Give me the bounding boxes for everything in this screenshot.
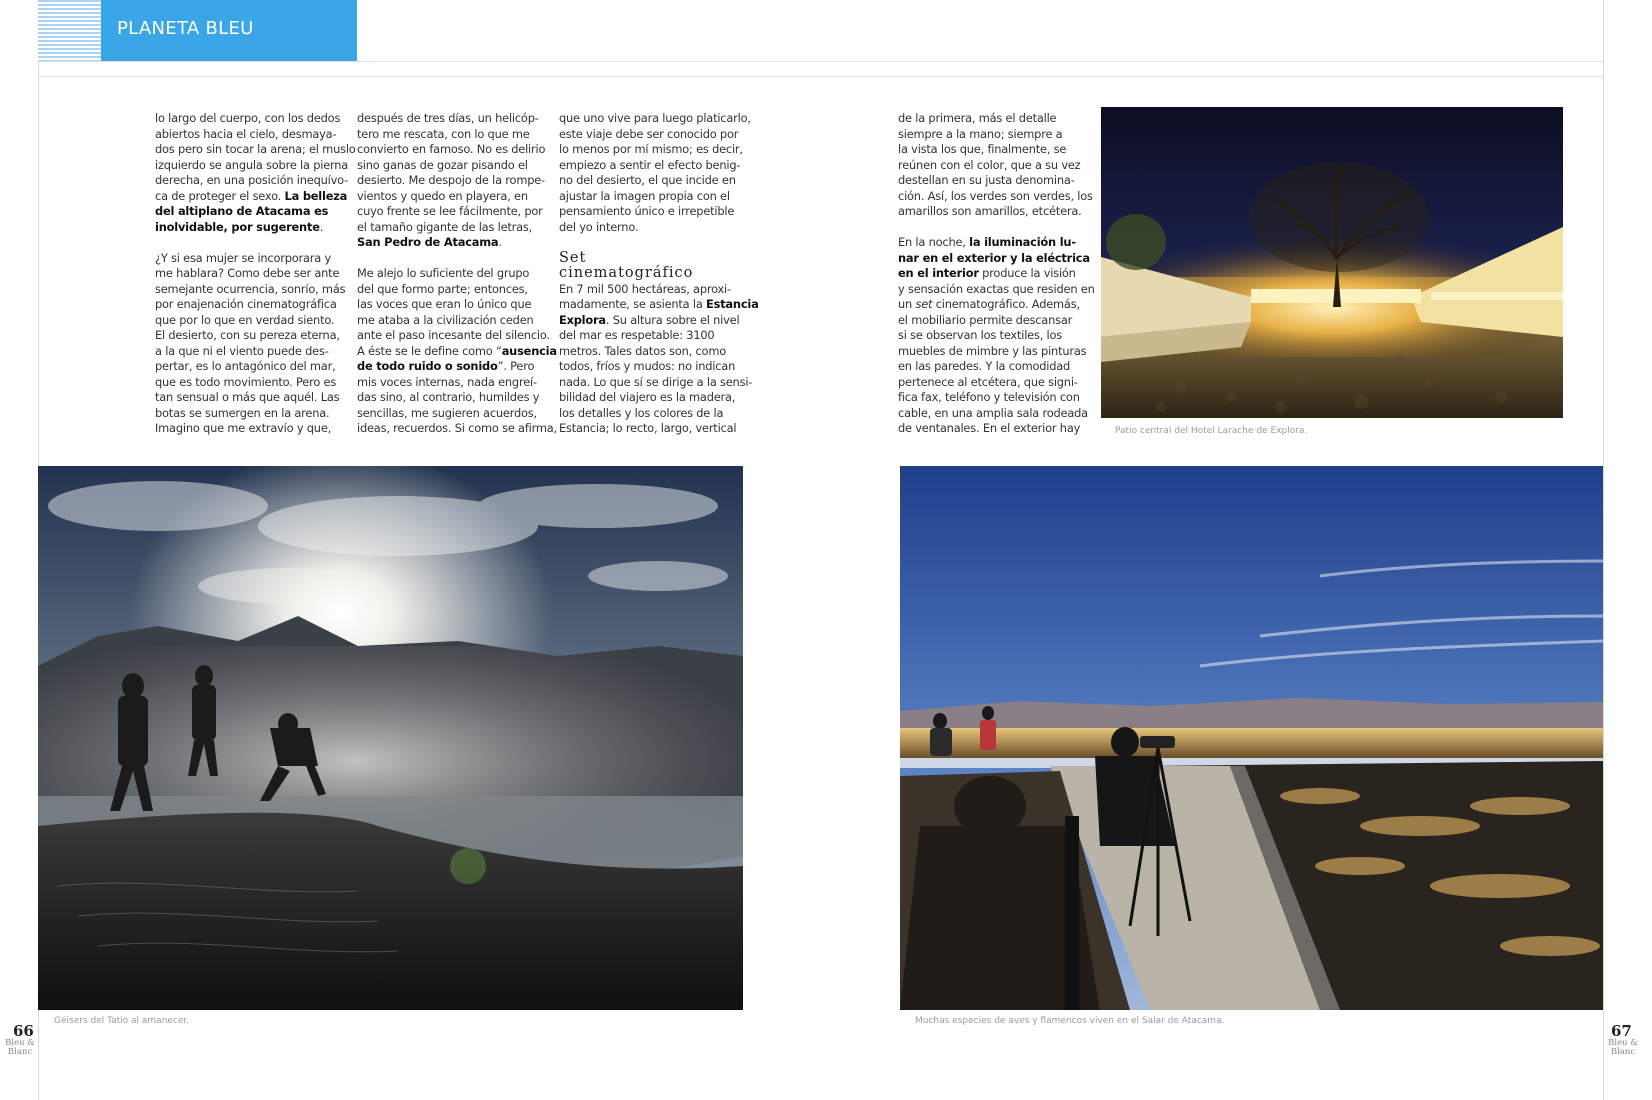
text-segment: mis voces internas, nada engreí-: [357, 374, 537, 389]
text-line: lo menos por mí mismo; es decir,: [559, 142, 743, 156]
text-segment: das sino, al contrario, humildes y: [357, 390, 540, 404]
text-segment: un: [898, 297, 916, 311]
text-line: [357, 390, 544, 406]
text-segment: cinematográfico. Además,: [932, 297, 1080, 311]
text-segment: Me alejo lo suficiente del grupo: [357, 266, 530, 280]
text-segment: de ventanales. En el exterior hay: [898, 421, 1081, 435]
text-line: pertar, es lo antagónico del mar,: [155, 359, 336, 373]
text-segment: sino ganas de gozar pisando el: [357, 157, 528, 172]
text-line: ¿Y si esa mujer se incorporara y: [155, 250, 332, 265]
text-line: [357, 235, 544, 251]
text-segment: nada. Lo que sí se dirige a la sensi-: [559, 374, 753, 389]
geysers-photo: [38, 466, 743, 1010]
text-segment: después de tres días, un helicóp-: [357, 111, 539, 125]
left-folio-mag-line1: Bleu &: [5, 1038, 35, 1048]
text-segment: desierto. Me despojo de la rompe-: [357, 173, 545, 187]
text-segment: ca de proteger el sexo.: [155, 188, 285, 203]
text-line: la vista los que, finalmente, se: [898, 142, 1067, 156]
bold-text: de todo ruido o sonido: [357, 359, 498, 373]
text-line: tan sensual o más que aquél. Las: [155, 390, 340, 404]
text-line: [155, 220, 342, 236]
text-line: [559, 421, 746, 437]
text-column-3: [559, 111, 759, 437]
text-line: [357, 111, 544, 127]
right-page-number: 67: [1611, 1022, 1632, 1040]
bold-text: inolvidable, por sugerente: [155, 219, 320, 234]
text-line: [898, 266, 1085, 282]
text-segment: abiertos hacia el cielo, desmaya-: [155, 126, 337, 141]
text-line: a la que ni el viento puede des-: [155, 343, 329, 358]
text-line: [898, 344, 1085, 360]
text-column-2: [357, 111, 557, 437]
text-segment: ideas, recuerdos. Si como se afirma,: [357, 421, 557, 435]
text-line: amarillos son amarillos, etcétera.: [898, 204, 1082, 218]
text-line: [559, 374, 753, 391]
text-line: [155, 142, 356, 158]
text-segment: sencillas, me sugieren acuerdos,: [357, 405, 537, 420]
text-line: [898, 390, 1085, 406]
text-line: [357, 406, 544, 422]
text-segment: el mobiliario permite descansar: [898, 312, 1073, 327]
text-line: [559, 313, 746, 329]
text-line: este viaje debe ser conocido por: [559, 126, 739, 141]
text-line: siempre a la mano; siempre a: [898, 126, 1063, 141]
text-column-4: [898, 111, 1095, 437]
text-line: [898, 250, 1090, 267]
text-line: [559, 344, 746, 360]
subheading: Set: [559, 249, 587, 266]
text-line: semejante ocurrencia, sonrío, más: [155, 281, 346, 296]
text-line: [357, 313, 544, 329]
left-folio-mag-line2: Blanc: [7, 1047, 33, 1057]
left-folio-magazine-name: [3, 1039, 37, 1057]
bold-text: ausencia: [501, 343, 557, 358]
text-line: pensamiento único e irrepetible: [559, 204, 735, 218]
text-segment: cable, en una amplia sala rodeada: [898, 405, 1088, 420]
text-line: [898, 235, 1085, 251]
text-line: que es todo movimiento. Pero es: [155, 374, 337, 389]
text-segment: bilidad del viajero es la madera,: [559, 390, 736, 404]
text-line: [357, 297, 544, 313]
text-segment: .: [498, 235, 502, 249]
section-header: [101, 0, 357, 61]
text-segment: me ataba a la civilización ceden: [357, 312, 534, 327]
text-line: [357, 220, 544, 236]
text-line: [559, 406, 746, 422]
text-segment: metros. Tales datos son, como: [559, 343, 726, 358]
text-line: El desierto, con su pereza eterna,: [155, 328, 340, 342]
text-segment: pertenece al etcétera, que signi-: [898, 374, 1078, 389]
text-line: [559, 328, 746, 344]
text-segment: y sensación exactas que residen en: [898, 281, 1095, 296]
text-line: [559, 359, 746, 375]
text-line: [155, 111, 342, 127]
text-line: [155, 127, 342, 143]
text-segment: fica fax, teléfono y televisión con: [898, 390, 1080, 404]
text-segment: .: [319, 219, 324, 234]
text-line: empiezo a sentir el efecto benig-: [559, 157, 741, 172]
text-line: [898, 359, 1085, 375]
text-line: [357, 173, 544, 189]
text-line: [357, 204, 544, 220]
text-line: [898, 375, 1085, 391]
bold-text: Explora: [559, 312, 606, 327]
text-line: [155, 173, 349, 189]
right-folio-mag-line2: Blanc: [1610, 1047, 1636, 1057]
text-segment: del mar es respetable: 3100: [559, 328, 715, 342]
text-line: [898, 297, 1085, 313]
salar-photo-caption: Muchas especies de aves y flamencos viven en el Salar de Atacama.: [915, 1016, 1225, 1026]
text-segment: vientos y quedo en playera, en: [357, 188, 528, 203]
text-line: [357, 328, 550, 344]
text-line: me hablara? Como debe ser ante: [155, 266, 340, 280]
header-rule-top: [38, 61, 1603, 62]
text-segment: las voces que eran lo único que: [357, 297, 532, 311]
left-page-number: 66: [13, 1022, 34, 1040]
text-segment: dos pero sin tocar la arena; el muslo: [155, 142, 356, 156]
text-segment: Estancia; lo recto, largo, vertical: [559, 421, 737, 435]
text-segment: ”. Pero: [497, 359, 535, 373]
text-line: [559, 282, 746, 298]
text-line: no del desierto, el que incide en: [559, 173, 736, 187]
text-line: de la primera, más el detalle: [898, 111, 1057, 125]
text-line: [357, 343, 557, 360]
text-line: [898, 405, 1088, 422]
text-segment: del que formo parte; entonces,: [357, 281, 528, 296]
header-rule-bottom: [38, 76, 1603, 77]
text-line: del yo interno.: [559, 219, 639, 234]
text-line: [357, 421, 557, 437]
text-line: [357, 266, 544, 282]
bold-text: en el interior: [898, 266, 979, 280]
text-line: [898, 421, 1085, 437]
text-segment: produce la visión: [978, 266, 1076, 280]
bold-text: la iluminación lu-: [969, 235, 1076, 249]
text-line: Imagino que me extravío y que,: [155, 421, 332, 435]
bold-text: nar en el exterior y la eléctrica: [898, 250, 1090, 265]
text-line: [155, 157, 349, 174]
text-line: [357, 359, 544, 375]
bold-text: La belleza: [284, 188, 348, 203]
text-segment: si se observan los textiles, los: [898, 328, 1063, 342]
text-line: [559, 390, 746, 406]
hotel-patio-photo: [1101, 107, 1563, 418]
text-line: ción. Así, los verdes son verdes, los: [898, 188, 1093, 203]
right-page-border: [1603, 0, 1604, 1100]
text-segment: los detalles y los colores de la: [559, 405, 724, 420]
text-segment: cuyo frente se lee fácilmente, por: [357, 204, 543, 218]
text-line: [559, 297, 759, 313]
text-segment: izquierdo se angula sobre la pierna: [155, 157, 349, 172]
bold-text: del altiplano de Atacama es: [155, 204, 329, 218]
header-stripe-decoration: [38, 0, 101, 61]
text-segment: . Su altura sobre el nivel: [605, 312, 740, 327]
italic-text: set: [915, 297, 933, 311]
text-segment: En la noche,: [898, 235, 970, 249]
text-line: [155, 204, 342, 220]
text-line: [357, 142, 544, 158]
text-segment: derecha, en una posición inequívo-: [155, 173, 349, 187]
geysers-photo-caption: Géisers del Tatio al amanecer.: [54, 1016, 190, 1026]
text-segment: En 7 mil 500 hectáreas, aproxi-: [559, 281, 731, 296]
text-line: [357, 282, 544, 298]
text-segment: lo largo del cuerpo, con los dedos: [155, 111, 341, 125]
subheading: cinematográfico: [559, 265, 694, 281]
text-line: por enajenación cinematográfica: [155, 297, 337, 311]
text-segment: el tamaño gigante de las letras,: [357, 219, 533, 234]
text-segment: muebles de mimbre y las pinturas: [898, 343, 1087, 358]
hotel-photo-caption: Patio central del Hotel Larache de Explora.: [1115, 426, 1308, 436]
text-segment: ante el paso incesante del silencio.: [357, 328, 550, 342]
bold-text: Estancia: [706, 297, 759, 311]
salar-photo: [900, 466, 1603, 1010]
right-folio-magazine-name: [1606, 1039, 1640, 1057]
text-line: destellan en su justa denomina-: [898, 173, 1075, 187]
text-segment: en las paredes. Y la comodidad: [898, 359, 1071, 373]
section-title: PLANETA BLEU: [117, 18, 254, 39]
text-segment: tero me rescata, con lo que me: [357, 126, 530, 141]
text-line: [357, 375, 544, 391]
text-line: que uno vive para luego platicarlo,: [559, 111, 751, 125]
text-column-1: [155, 111, 356, 437]
text-line: [357, 158, 544, 174]
text-line: [357, 189, 544, 205]
text-line: botas se sumergen en la arena.: [155, 405, 330, 420]
text-line: [898, 281, 1095, 298]
text-line: [898, 313, 1085, 329]
bold-text: San Pedro de Atacama: [357, 235, 499, 249]
text-line: [357, 127, 544, 143]
text-segment: convierto en famoso. No es delirio: [357, 142, 546, 156]
text-line: ajustar la imagen propia con el: [559, 188, 730, 203]
text-line: reúnen con el color, que a su vez: [898, 157, 1081, 172]
text-segment: madamente, se asienta la: [559, 297, 707, 311]
text-line: [155, 188, 348, 205]
right-folio-mag-line1: Bleu &: [1608, 1038, 1638, 1048]
text-segment: todos, fríos y mudos: no indican: [559, 359, 736, 373]
text-line: [898, 328, 1085, 344]
text-line: que por lo que en verdad siento.: [155, 312, 335, 327]
text-segment: A éste se le define como “: [357, 343, 502, 358]
